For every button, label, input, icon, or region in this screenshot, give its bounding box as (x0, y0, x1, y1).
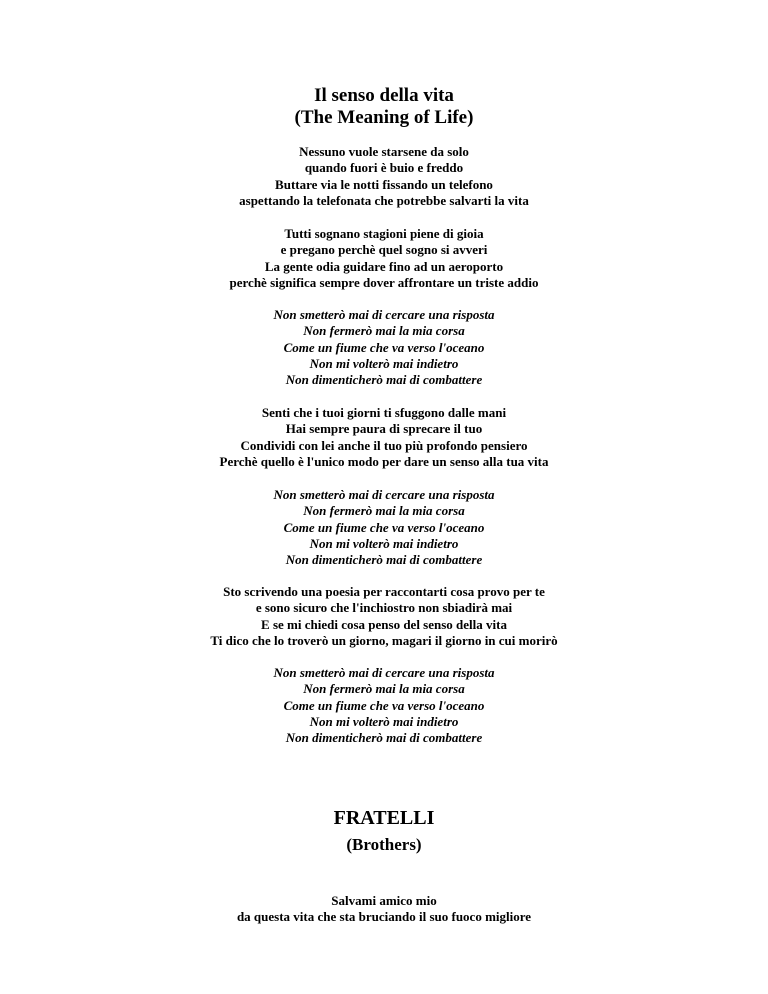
verse-line: Ti dico che lo troverò un giorno, magari il giorno in cui morirò (210, 632, 558, 648)
chorus-line: Non fermerò mai la mia corsa (303, 323, 465, 339)
verse-line: Perchè quello è l'unico modo per dare un senso alla tua vita (219, 453, 549, 469)
verse-line: aspettando la telefonata che potrebbe salvarti la vita (239, 192, 529, 208)
stanza-2 (0, 226, 768, 291)
verse-line: Condividi con lei anche il tuo più profondo pensiero (240, 437, 528, 453)
verse-line: Buttare via le notti fissando un telefono (275, 176, 493, 192)
verse-line: Hai sempre paura di sprecare il tuo (285, 421, 483, 437)
chorus-line: Non mi volterò mai indietro (309, 535, 459, 551)
verse-line: Nessuno vuole starsene da solo (299, 144, 469, 159)
verse-line: e sono sicuro che l'inchiostro non sbiadirà mai (255, 600, 513, 616)
verse-line: Sto scrivendo una poesia per raccontarti cosa provo per te (223, 584, 545, 599)
verse-line: quando fuori è buio e freddo (304, 160, 464, 176)
poem-subtitle: (Brothers) (346, 835, 422, 854)
poem-title: Il senso della vita (314, 85, 454, 106)
chorus-line: Non dimenticherò mai di combattere (285, 730, 483, 746)
chorus-line: Non fermerò mai la mia corsa (303, 681, 465, 697)
chorus-line: Non fermerò mai la mia corsa (303, 503, 465, 519)
chorus-line: Non smetterò mai di cercare una risposta (273, 665, 495, 680)
chorus-line: Non smetterò mai di cercare una risposta (273, 487, 495, 502)
chorus-line: Non mi volterò mai indietro (309, 355, 459, 371)
verse-line: Tutti sognano stagioni piene di gioia (284, 226, 484, 241)
chorus-line: Come un fiume che va verso l'oceano (283, 339, 485, 355)
chorus-line: Non dimenticherò mai di combattere (285, 552, 483, 568)
poem-title: FRATELLI (333, 807, 435, 829)
chorus-line: Come un fiume che va verso l'oceano (283, 519, 485, 535)
stanza-3 (0, 405, 768, 470)
chorus-line: Non dimenticherò mai di combattere (285, 372, 483, 388)
chorus-line: Non smetterò mai di cercare una risposta (273, 307, 495, 322)
verse-line: perchè significa sempre dover affrontare un triste addio (229, 274, 539, 290)
verse-line: e pregano perchè quel sogno si avveri (280, 242, 488, 258)
chorus-2 (0, 487, 768, 568)
stanza-1 (0, 893, 768, 926)
chorus-1 (0, 307, 768, 388)
poem-subtitle: (The Meaning of Life) (294, 107, 474, 128)
verse-line: da questa vita che sta bruciando il suo fuoco migliore (236, 909, 532, 925)
stanza-4 (0, 584, 768, 649)
verse-line: Salvami amico mio (331, 893, 437, 908)
stanza-1 (0, 144, 768, 209)
verse-line: La gente odia guidare fino ad un aeroporto (264, 258, 504, 274)
verse-line: Senti che i tuoi giorni ti sfuggono dalle mani (261, 405, 507, 420)
chorus-3 (0, 665, 768, 746)
chorus-line: Come un fiume che va verso l'oceano (283, 697, 485, 713)
chorus-line: Non mi volterò mai indietro (309, 713, 459, 729)
verse-line: E se mi chiedi cosa penso del senso della vita (261, 616, 507, 632)
